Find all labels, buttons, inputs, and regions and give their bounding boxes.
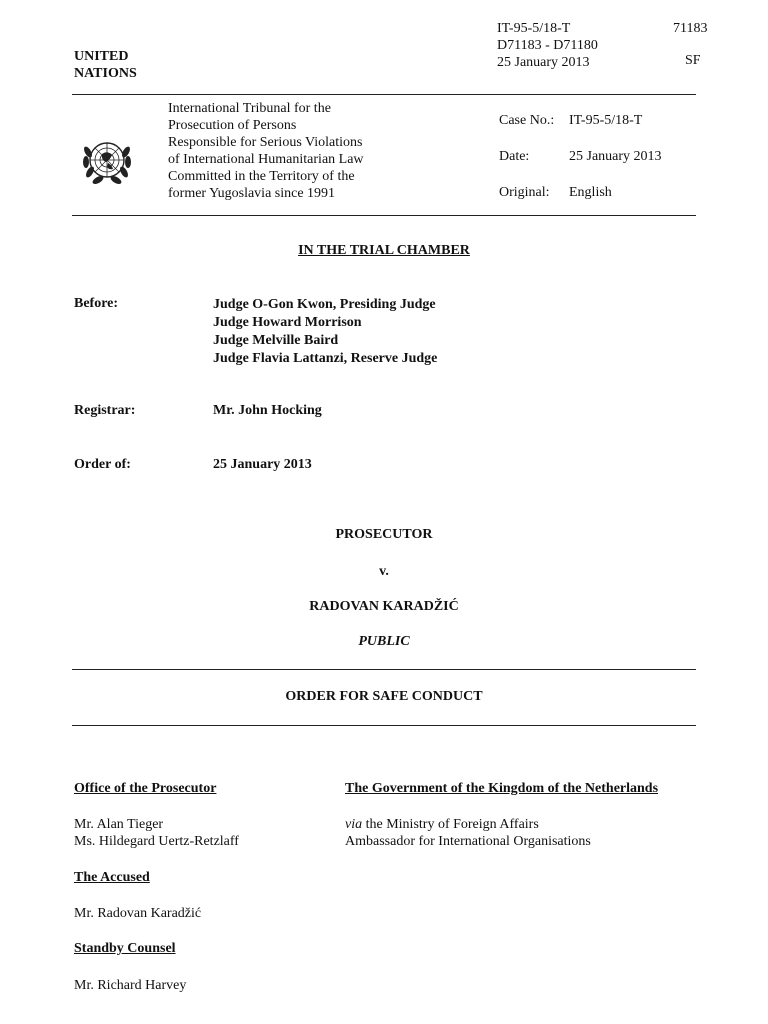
order-title: ORDER FOR SAFE CONDUCT — [285, 689, 483, 704]
public-status: PUBLIC — [358, 634, 410, 649]
via-word: via — [345, 817, 363, 832]
order-date-label: Order of: — [74, 457, 131, 472]
registrar-value: Mr. John Hocking — [213, 403, 322, 418]
case-value: IT-95-5/18-T — [569, 113, 643, 128]
government-contacts — [345, 816, 591, 850]
doc-date: 25 January 2013 — [497, 55, 590, 70]
org-line-1: UNITED — [74, 49, 129, 64]
accused-name: Mr. Radovan Karadžić — [74, 906, 202, 921]
party-accused: RADOVAN KARADŽIĆ — [309, 599, 459, 614]
otp-heading: Office of the Prosecutor — [74, 781, 217, 796]
title-rule-top — [72, 669, 696, 670]
judge-name: Judge Howard Morrison — [213, 315, 362, 330]
otp-name: Mr. Alan Tieger — [74, 817, 164, 832]
tribunal-line: of International Humanitarian Law — [168, 152, 364, 167]
ministry-line — [345, 816, 591, 833]
doc-initials: SF — [685, 53, 701, 68]
tribunal-line: Prosecution of Persons — [168, 118, 297, 133]
date-label: Date: — [499, 149, 530, 164]
ambassador-line: Ambassador for International Organisations — [345, 834, 591, 849]
chamber-heading: IN THE TRIAL CHAMBER — [298, 243, 470, 258]
party-versus: v. — [379, 564, 389, 579]
tribunal-line: Responsible for Serious Violations — [168, 135, 363, 150]
government-heading: The Government of the Kingdom of the Netherlands — [345, 781, 659, 796]
original-value: English — [569, 185, 612, 200]
tribunal-name — [168, 100, 398, 202]
judge-name: Judge O-Gon Kwon, Presiding Judge — [213, 297, 436, 312]
standby-name: Mr. Richard Harvey — [74, 978, 187, 993]
tribunal-line: International Tribunal for the — [168, 101, 331, 116]
case-info — [499, 112, 662, 201]
un-emblem-logo — [78, 132, 136, 190]
party-prosecutor: PROSECUTOR — [335, 527, 433, 542]
doc-page-number: 71183 — [673, 21, 708, 36]
doc-page-range: D71183 - D71180 — [497, 38, 598, 53]
otp-names — [74, 816, 239, 850]
doc-case-number: IT-95-5/18-T — [497, 21, 571, 36]
judge-name: Judge Melville Baird — [213, 333, 339, 348]
standby-heading: Standby Counsel — [74, 941, 176, 956]
before-label: Before: — [74, 296, 119, 311]
order-date-value: 25 January 2013 — [213, 457, 312, 472]
otp-name: Ms. Hildegard Uertz-Retzlaff — [74, 834, 239, 849]
tribunal-line: Committed in the Territory of the — [168, 169, 355, 184]
org-line-2: NATIONS — [74, 66, 137, 81]
ministry-text: the Ministry of Foreign Affairs — [362, 817, 539, 832]
header-rule-top — [72, 94, 696, 95]
original-label: Original: — [499, 185, 550, 200]
title-rule-bottom — [72, 725, 696, 726]
registrar-label: Registrar: — [74, 403, 136, 418]
case-label: Case No.: — [499, 113, 555, 128]
tribunal-line: former Yugoslavia since 1991 — [168, 186, 336, 201]
accused-heading: The Accused — [74, 870, 150, 885]
header-rule-bottom — [72, 215, 696, 216]
judge-name: Judge Flavia Lattanzi, Reserve Judge — [213, 351, 438, 366]
judges-list — [213, 296, 437, 368]
date-value: 25 January 2013 — [569, 149, 662, 164]
un-org-name — [74, 48, 137, 82]
